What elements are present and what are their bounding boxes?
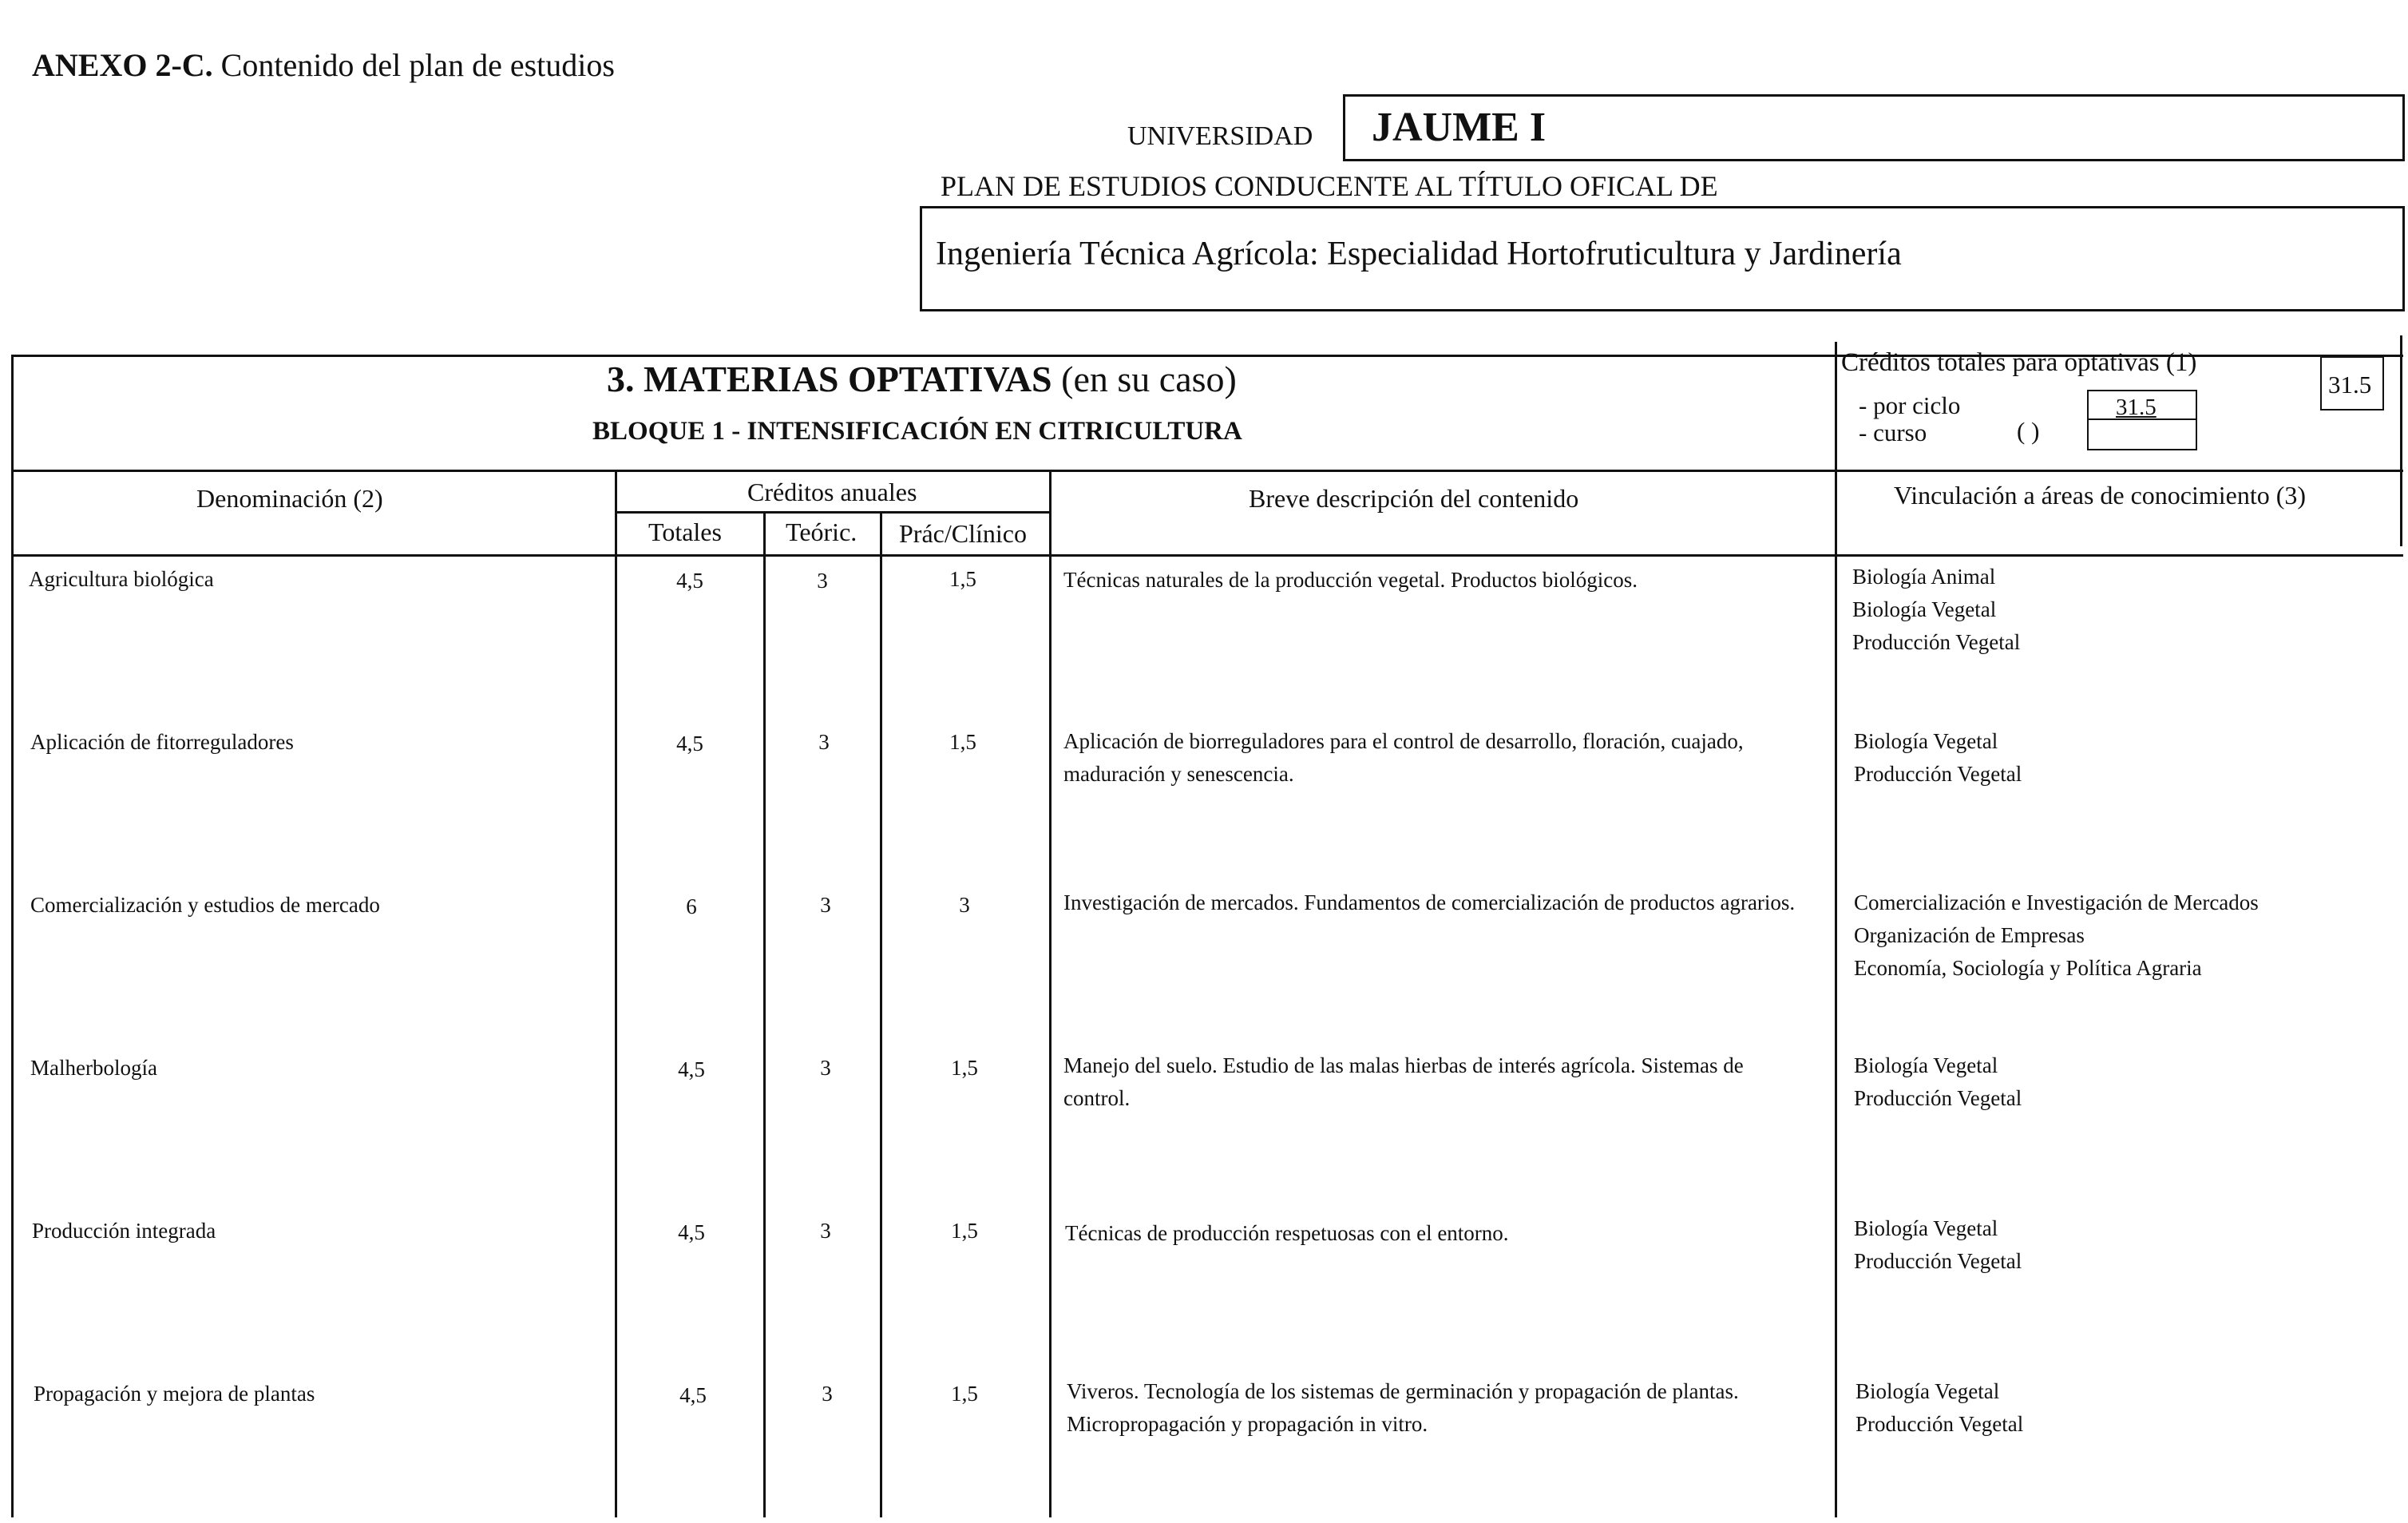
row-2-area-0: Comercialización e Investigación de Mercados [1854, 890, 2259, 914]
row-2-totales: 6 [686, 894, 697, 918]
row-5-area-0: Biología Vegetal [1856, 1379, 2000, 1403]
col-header-vinculacion: Vinculación a áreas de conocimiento (3) [1894, 481, 2307, 510]
block-title: BLOQUE 1 - INTENSIFICACIÓN EN CITRICULTURA [592, 417, 1242, 446]
row-4-prac: 1,5 [951, 1219, 978, 1243]
table-right-border [2400, 335, 2402, 546]
section-heading-bold: 3. MATERIAS OPTATIVAS [607, 359, 1052, 399]
row-3-area-1: Producción Vegetal [1854, 1086, 2022, 1110]
row-5-prac: 1,5 [951, 1382, 978, 1406]
column-header-bottom-line [11, 554, 2403, 557]
row-1-name: Aplicación de fitorreguladores [30, 730, 294, 754]
university-value: JAUME I [1372, 105, 1547, 150]
row-3-teoric: 3 [820, 1056, 831, 1080]
row-5-totales: 4,5 [679, 1383, 707, 1407]
col-header-totales: Totales [648, 518, 722, 546]
col-divider-totales [615, 470, 617, 1517]
row-2-name: Comercialización y estudios de mercado [30, 893, 380, 917]
row-2-area-2: Economía, Sociología y Política Agraria [1854, 956, 2202, 980]
row-1-teoric: 3 [818, 730, 830, 754]
row-2-area-1: Organización de Empresas [1854, 923, 2085, 947]
row-2-prac: 3 [959, 893, 970, 917]
row-0-prac: 1,5 [949, 567, 976, 591]
degree-title: Ingeniería Técnica Agrícola: Especialidad Hortofruticultura y Jardinería [936, 236, 1902, 272]
por-ciclo-value: 31.5 [2116, 395, 2157, 420]
row-4-area-1: Producción Vegetal [1854, 1249, 2022, 1273]
credits-subheader-line [615, 511, 1051, 514]
annex-title [32, 46, 615, 84]
row-0-teoric: 3 [817, 569, 828, 593]
credits-total-title: Créditos totales para optativas (1) [1841, 348, 2197, 377]
row-4-totales: 4,5 [678, 1220, 705, 1244]
por-ciclo-label: - por ciclo [1859, 391, 1961, 419]
section-heading [607, 358, 1237, 400]
row-4-area-0: Biología Vegetal [1854, 1216, 1998, 1240]
row-2-teoric: 3 [820, 893, 831, 917]
row-1-prac: 1,5 [949, 730, 976, 754]
section-heading-rest: (en su caso) [1052, 359, 1237, 399]
col-divider-prac [880, 511, 882, 1517]
col-divider-teoric [763, 511, 766, 1517]
row-1-area-0: Biología Vegetal [1854, 729, 1998, 753]
row-5-area-1: Producción Vegetal [1856, 1412, 2024, 1436]
row-3-name: Malherbología [30, 1056, 157, 1080]
col-divider-description [1049, 470, 1052, 1517]
row-3-area-0: Biología Vegetal [1854, 1053, 1998, 1077]
row-4-description: Técnicas de producción respetuosas con el entorno. [1065, 1221, 1509, 1245]
annex-text: Contenido del plan de estudios [212, 47, 615, 83]
row-3-totales: 4,5 [678, 1057, 705, 1081]
row-5-description: Viveros. Tecnología de los sistemas de germinación y propagación de plantas. Micropropagación y propagación in vitro. [1067, 1379, 1739, 1436]
row-3-description: Manejo del suelo. Estudio de las malas hierbas de interés agrícola. Sistemas de control. [1063, 1053, 1744, 1110]
curso-label: - curso [1859, 418, 1927, 446]
row-1-area-1: Producción Vegetal [1854, 762, 2022, 786]
col-header-descripcion: Breve descripción del contenido [1249, 484, 1579, 513]
row-4-teoric: 3 [820, 1219, 831, 1243]
row-0-name: Agricultura biológica [29, 567, 214, 591]
plan-label: PLAN DE ESTUDIOS CONDUCENTE AL TÍTULO OFICAL DE [941, 170, 1718, 202]
col-header-creditos-anuales: Créditos anuales [747, 478, 917, 506]
total-credits-value: 31.5 [2328, 371, 2372, 399]
col-divider-areas [1835, 342, 1837, 1517]
row-0-area-0: Biología Animal [1852, 565, 1996, 589]
row-0-totales: 4,5 [676, 569, 703, 593]
row-1-description: Aplicación de biorreguladores para el control de desarrollo, floración, cuajado, maduración y senescencia. [1063, 729, 1744, 786]
row-5-teoric: 3 [822, 1382, 833, 1406]
col-header-denominacion: Denominación (2) [196, 484, 383, 513]
table-left-border [11, 355, 14, 1517]
row-0-area-1: Biología Vegetal [1852, 597, 1997, 621]
university-label: UNIVERSIDAD [1127, 121, 1313, 151]
row-2-description: Investigación de mercados. Fundamentos de comercialización de productos agrarios. [1063, 890, 1796, 914]
annex-label: ANEXO 2-C. [32, 47, 213, 83]
row-4-name: Producción integrada [32, 1219, 216, 1243]
row-0-area-2: Producción Vegetal [1852, 630, 2021, 654]
row-1-totales: 4,5 [676, 732, 703, 756]
header-bottom-line [11, 470, 2403, 472]
col-header-prac: Prác/Clínico [899, 519, 1027, 548]
curso-paren: ( ) [2017, 417, 2040, 445]
col-header-teoric: Teóric. [786, 518, 857, 546]
row-5-name: Propagación y mejora de plantas [34, 1382, 315, 1406]
row-0-description: Técnicas naturales de la producción vegetal. Productos biológicos. [1063, 568, 1638, 592]
row-3-prac: 1,5 [951, 1056, 978, 1080]
